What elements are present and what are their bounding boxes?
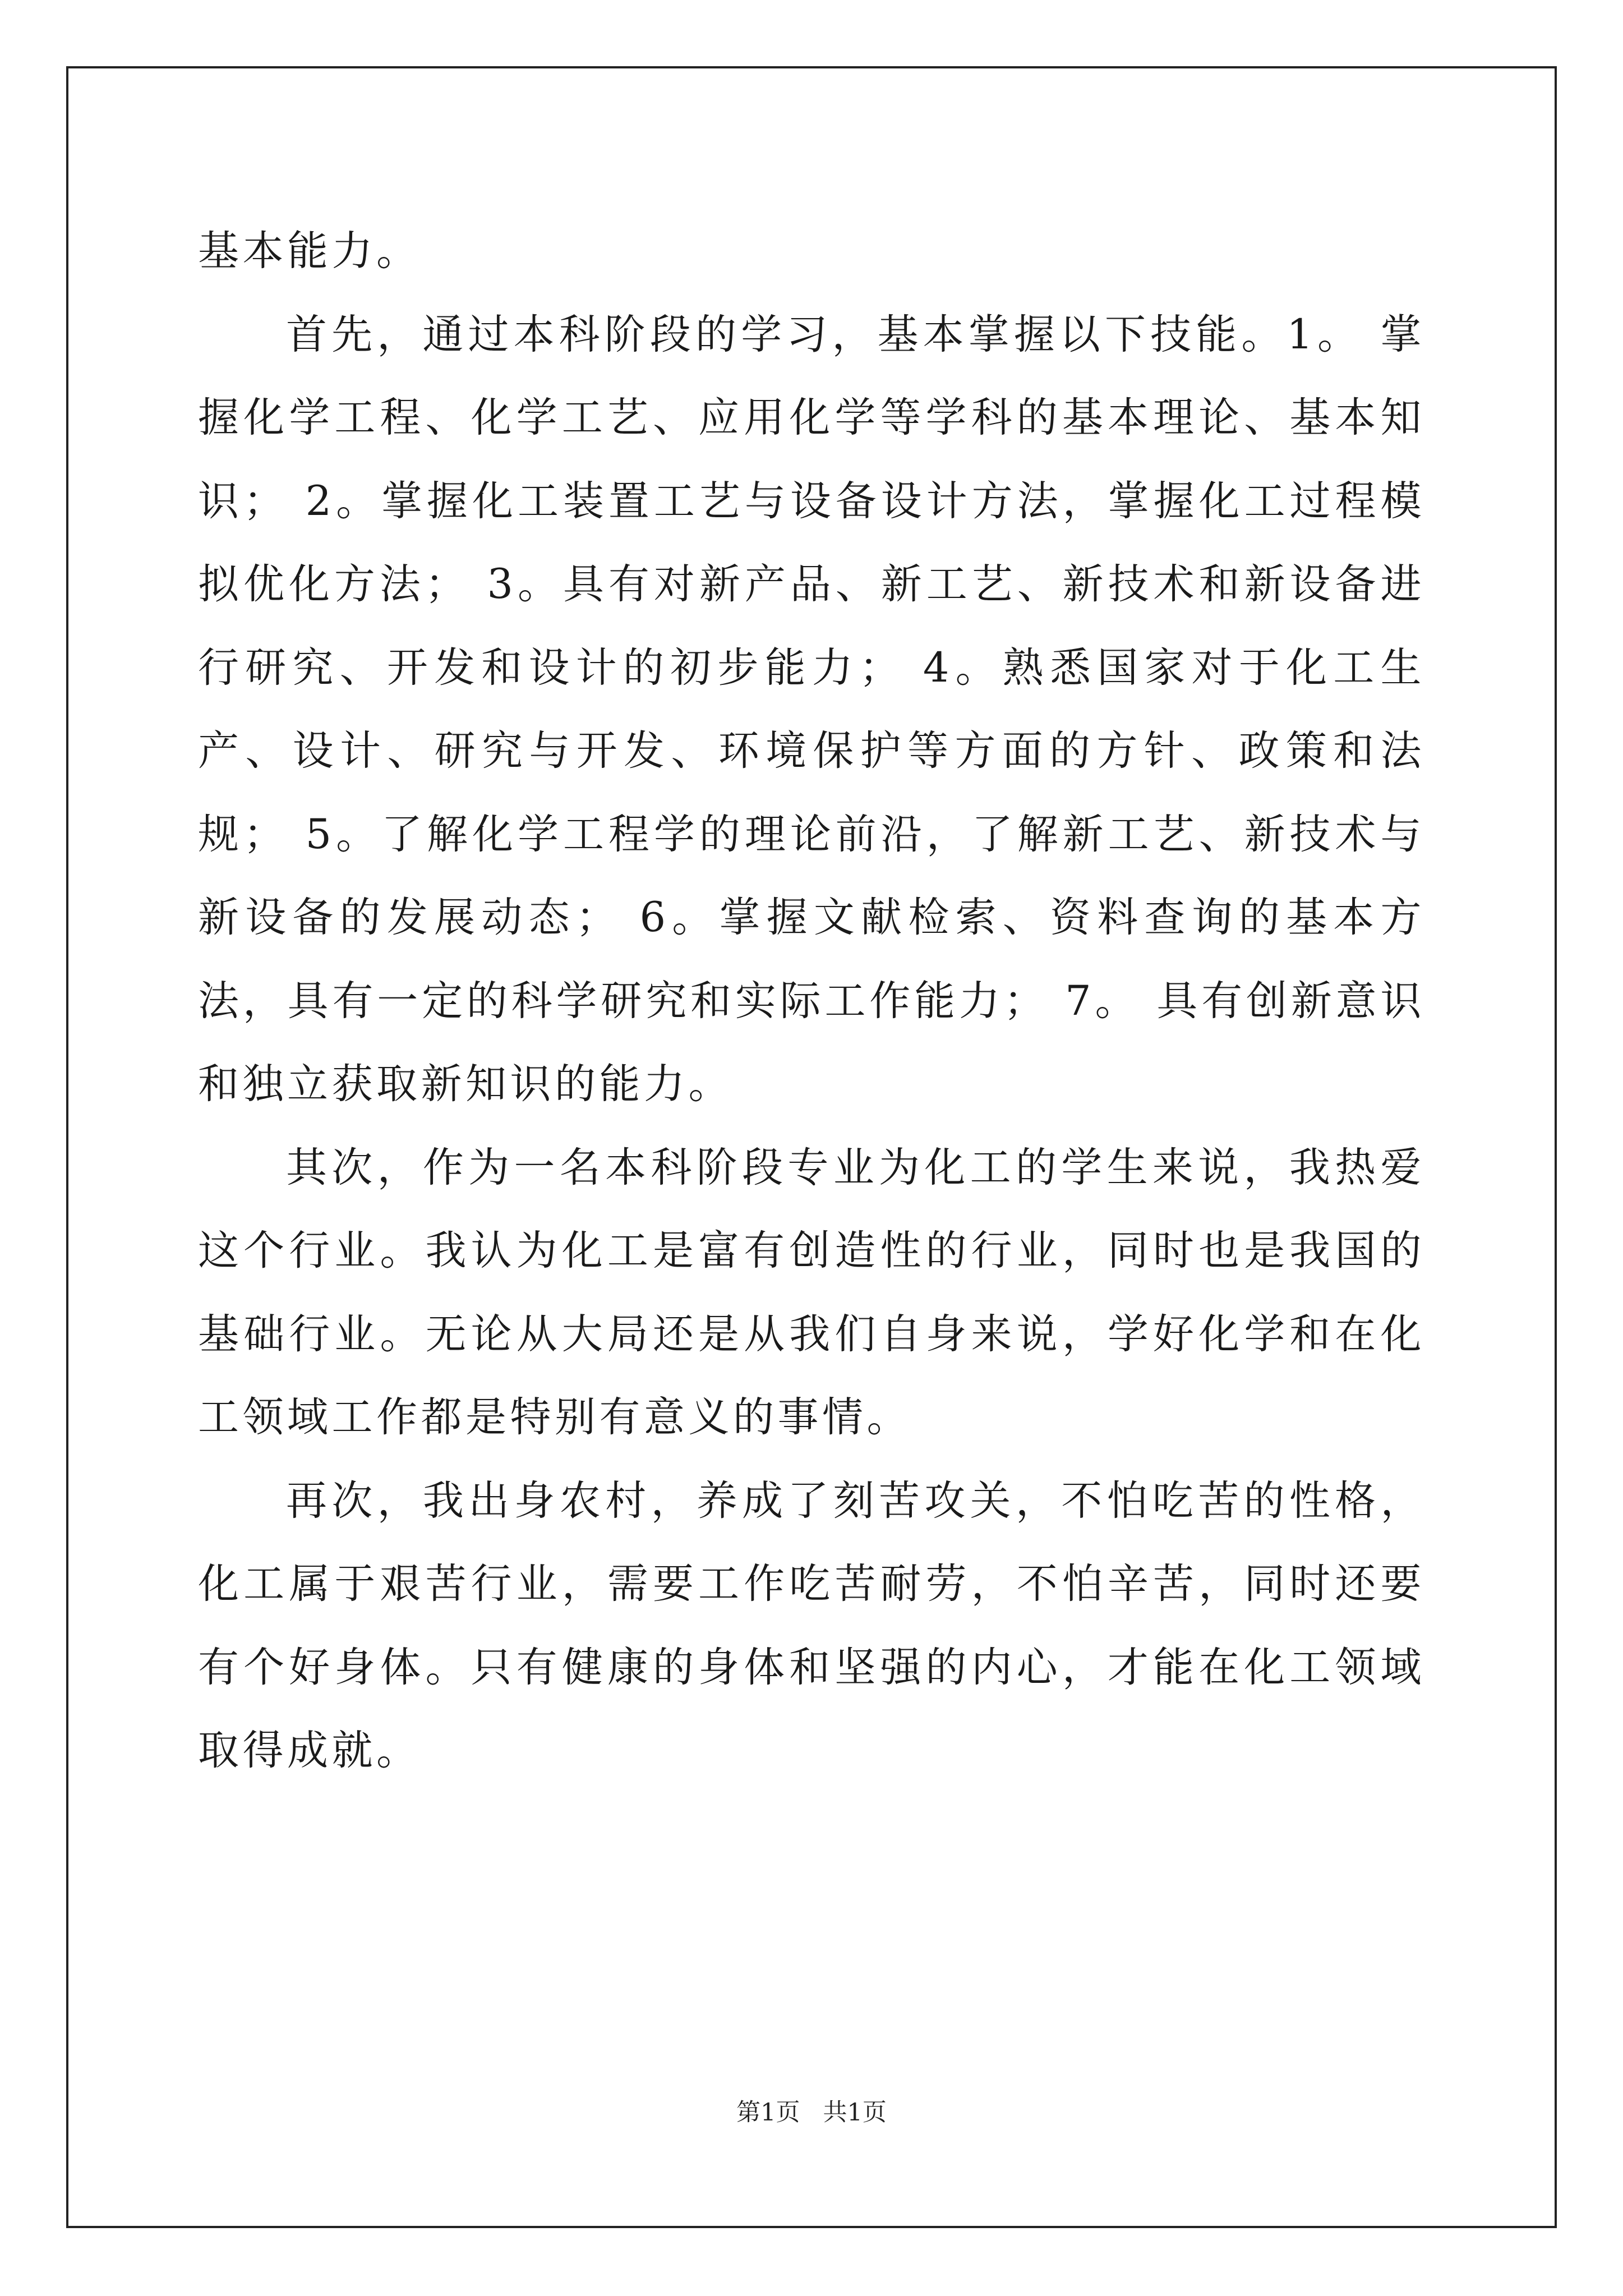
paragraph-background: 再次，我出身农村，养成了刻苦攻关，不怕吃苦的性格，化工属于艰苦行业，需要工作吃苦耐劳，不怕辛苦，同时还要有个好身体。只有健康的身体和坚强的内心，才能在化工领域取得成就。 [198,1476,1425,1774]
paragraph-continuation: 基本能力。 [198,227,421,275]
paragraph-industry: 其次，作为一名本科阶段专业为化工的学生来说，我热爱这个行业。我认为化工是富有创造性的行业，同时也是我国的基础行业。无论从大局还是从我们自身来说，学好化学和在化工领域工作都是特别有意义的事情。 [198,1143,1425,1441]
page-number: 第1页 [736,2099,800,2127]
document-body [198,210,1425,1793]
page-footer [0,2093,1623,2128]
paragraph-skills: 首先，通过本科阶段的学习，基本掌握以下技能。1。 掌握化学工程、化学工艺、应用化学等学科的基本理论、基本知识； 2。掌握化工装置工艺与设备设计方法，掌握化工过程模拟优化方法； 3。具有对新产品、新工艺、新技术和新设备进行研究、开发和设计的初步能力； 4。熟悉国家对于化工生产、设计、研究与开发、环境保护等方面的方针、政策和法规； 5。了解化学工程学的理论前沿，了解新工艺、新技术与新设备的发展动态； 6。掌握文献检索、资料查询的基本方法，具有一定的科学研究和实际工作能力； 7。 具有创新意识和独立获取新知识的能力。 [198,310,1425,1108]
page-total: 共1页 [823,2099,887,2127]
